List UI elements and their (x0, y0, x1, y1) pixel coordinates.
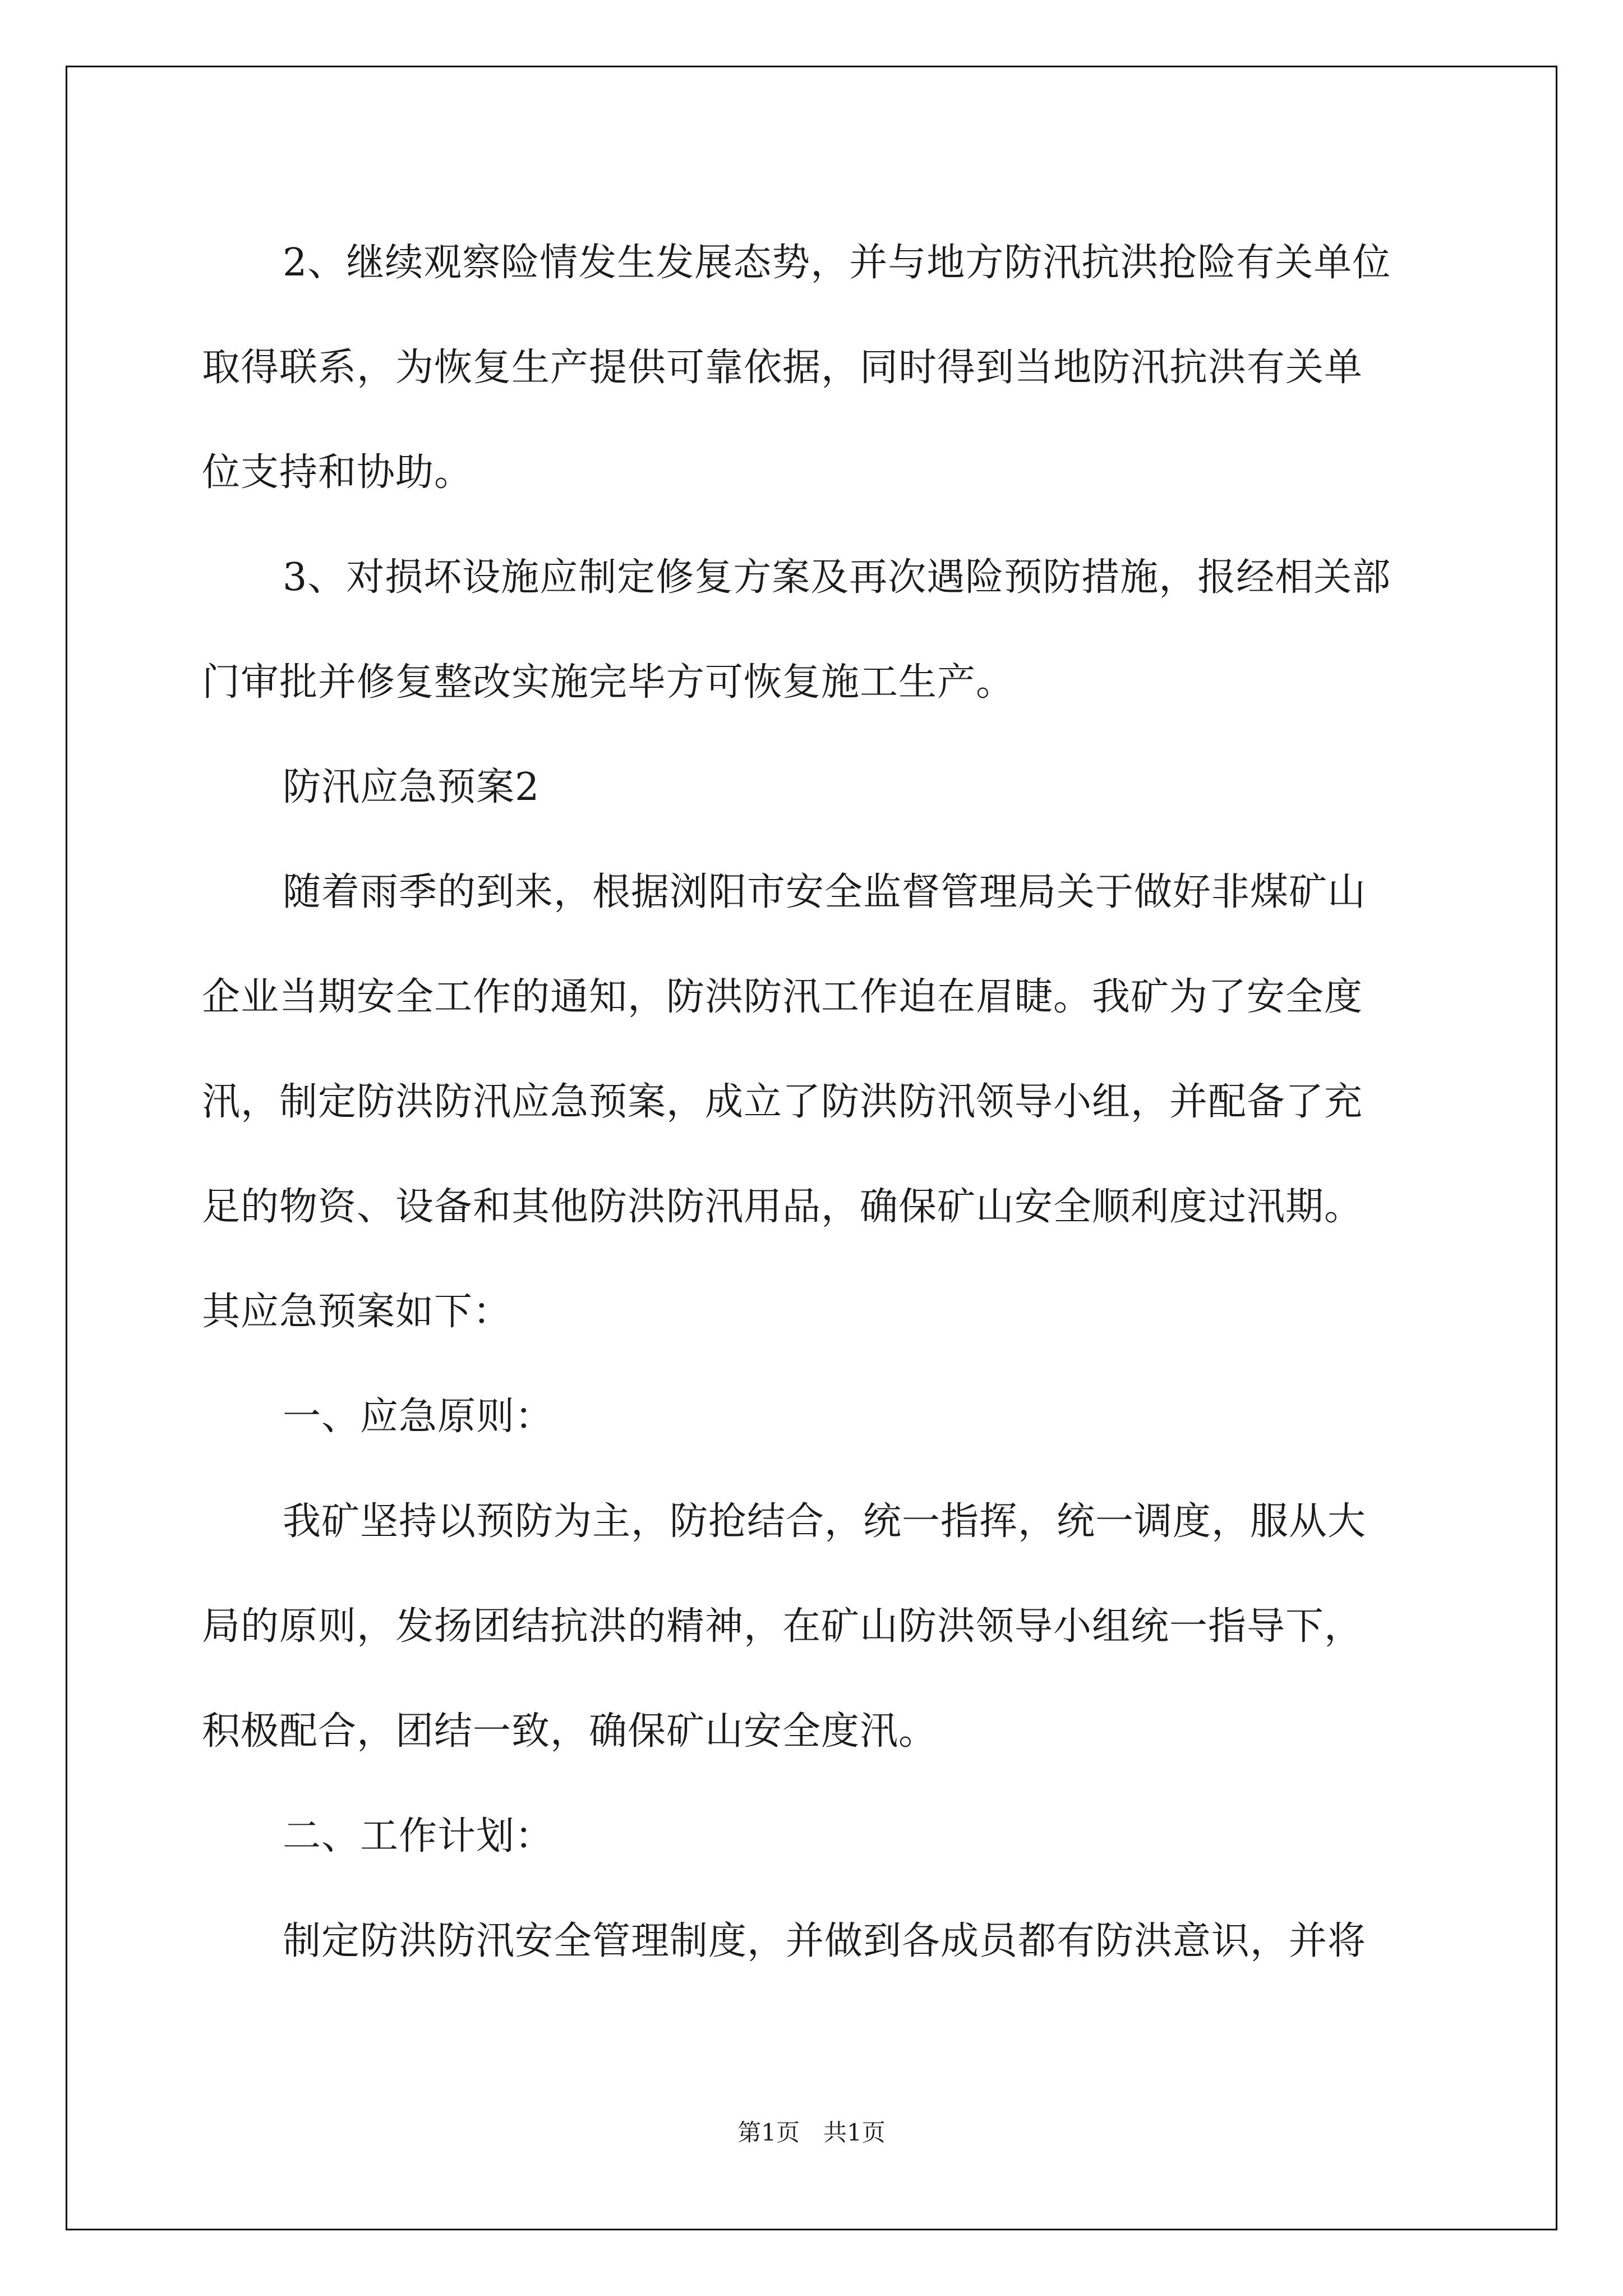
text-line: 制定防洪防汛安全管理制度，并做到各成员都有防洪意识，并将 (283, 1919, 1367, 1963)
text-line: 我矿坚持以预防为主，防抢结合，统一指挥，统一调度，服从大 (283, 1499, 1367, 1544)
section-title: 防汛应急预案2 (283, 765, 540, 809)
text-line: 取得联系，为恢复生产提供可靠依据，同时得到当地防汛抗洪有关单 (202, 346, 1363, 390)
text-line: 企业当期安全工作的通知，防洪防汛工作迫在眉睫。我矿为了安全度 (202, 975, 1363, 1019)
document-body (202, 210, 1422, 1994)
page-footer: 第1页 共1页 (737, 2119, 886, 2146)
text-line: 2、继续观察险情发生发展态势，并与地方防汛抗洪抢险有关单位 (283, 241, 1391, 285)
text-line: 汛，制定防洪防汛应急预案，成立了防洪防汛领导小组，并配备了充 (202, 1080, 1363, 1124)
text-line: 门审批并修复整改实施完毕方可恢复施工生产。 (202, 660, 1015, 705)
section-heading: 一、应急原则： (283, 1395, 554, 1439)
text-line: 3、对损坏设施应制定修复方案及再次遇险预防措施，报经相关部 (283, 555, 1391, 600)
text-line: 位支持和协助。 (202, 450, 473, 495)
text-line: 局的原则，发扬团结抗洪的精神，在矿山防洪领导小组统一指导下， (202, 1604, 1363, 1649)
text-line: 足的物资、设备和其他防洪防汛用品，确保矿山安全顺利度过汛期。 (202, 1185, 1363, 1229)
text-line: 其应急预案如下： (202, 1290, 512, 1334)
text-line: 积极配合，团结一致，确保矿山安全度汛。 (202, 1709, 938, 1754)
section-heading: 二、工作计划： (283, 1814, 554, 1858)
text-line: 随着雨季的到来，根据浏阳市安全监督管理局关于做好非煤矿山 (283, 870, 1367, 914)
